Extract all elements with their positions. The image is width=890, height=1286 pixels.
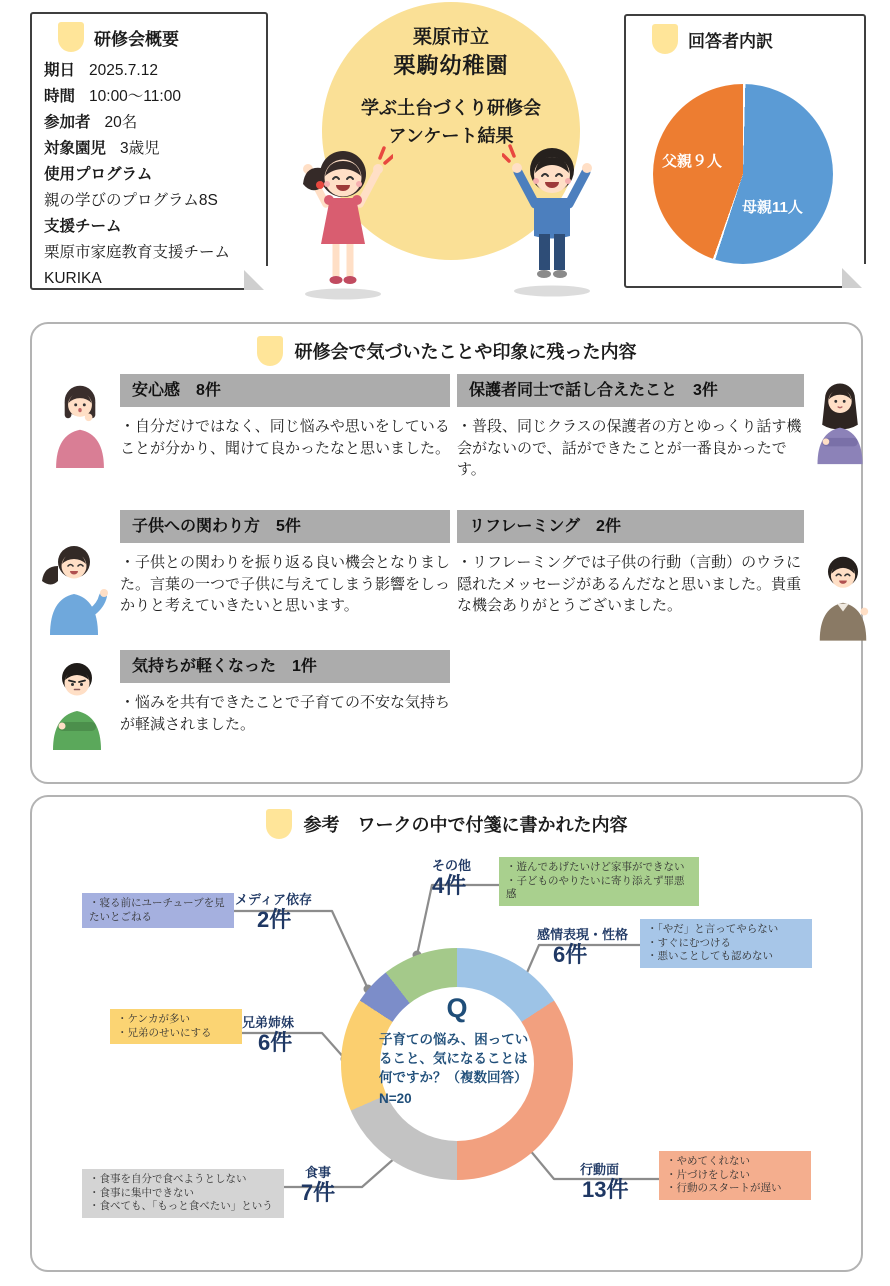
avatar-man-green xyxy=(44,658,110,750)
callout-note-shokuji: ・食事を自分で食べようとしない ・食事に集中できない ・食べても、「もっと食べたい」という xyxy=(82,1169,284,1218)
callout-note-kyodai: ・ケンカが多い ・兄弟のせいにする xyxy=(110,1009,242,1044)
question-block xyxy=(379,1030,539,1108)
donut-label-shokuji: 食事 7件 xyxy=(300,1165,336,1205)
title-survey-results: アンケート結果 xyxy=(388,126,514,146)
question-mark: Q xyxy=(446,993,468,1023)
overview-team-value2: KURIKA xyxy=(44,270,102,287)
overview-program-value: 親の学びのプログラム8S xyxy=(44,192,218,209)
donut-label-kanjo: 感情表現・性格 6件 xyxy=(537,927,629,967)
feedback-section-title: 研修会で気づいたことや印象に残った内容 xyxy=(294,342,637,362)
sticky-tab-icon xyxy=(652,24,678,54)
feedback-comment-kimochi: ・悩みを共有できたことで子育ての不安な気持ちが軽減されました。 xyxy=(120,694,451,733)
feedback-comment-hogosha: ・普段、同じクラスの保護者の方とゆっくり話す機会がないので、話ができたことが一番良かったです。 xyxy=(457,418,802,478)
worksheet-section-title: 参考 ワークの中で付箋に書かれた内容 xyxy=(303,815,628,835)
sticky-tab-icon xyxy=(58,22,84,52)
avatar-woman-pink xyxy=(47,380,113,468)
pie-label-father: 父親９人 xyxy=(662,153,723,170)
feedback-comment-reframing: ・リフレーミングでは子供の行動（言動）のウラに隠れたメッセージがあるんだなと思いました。貴重な機会ありがとうございました。 xyxy=(457,554,802,614)
question-text: 子育ての悩み、困っていること、気になることは何ですか？（複数回答） xyxy=(379,1032,529,1085)
feedback-comment-kakawari: ・子供との関わりを振り返る良い機会となりました。言葉の一つで子供に与えてしまう影響をしっかりと考えていきたいと思います。 xyxy=(120,554,451,614)
sticky-tab-icon xyxy=(257,336,283,366)
callout-note-kodo: ・やめてくれない ・片づけをしない ・行動のスタートが遅い xyxy=(659,1151,811,1200)
callout-note-kanjo: ・「やだ」と言ってやらない ・すぐにむつける ・悪いことしても認めない xyxy=(640,919,812,968)
worksheet-section xyxy=(30,795,863,1272)
feedback-category-kimochi: 気持ちが軽くなった 1件 xyxy=(120,650,450,683)
feedback-category-hogosha: 保護者同士で話し合えたこと 3件 xyxy=(457,374,804,407)
illustration-boy-raising-arms xyxy=(502,130,602,298)
feedback-category-kakawari: 子供への関わり方 5件 xyxy=(120,510,450,543)
title-workshop: 学ぶ土台づくり研修会 xyxy=(361,98,541,118)
folded-corner xyxy=(244,266,268,290)
overview-note xyxy=(30,12,268,290)
pie-chart xyxy=(653,84,833,264)
overview-team-value: 栗原市家庭教育支援チーム xyxy=(44,244,231,261)
avatar-woman-purple xyxy=(810,377,870,465)
folded-corner xyxy=(842,264,866,288)
pie-label-mother: 母親11人 xyxy=(742,199,803,216)
overview-row-time: 時間 10:00〜11:00 xyxy=(44,88,181,105)
feedback-comment-anshin: ・自分だけではなく、同じ悩みや思いをしていることが分かり、聞けて良かったなと思いました。 xyxy=(120,418,451,457)
overview-team-label: 支援チーム xyxy=(44,218,122,235)
respondents-title: 回答者内訳 xyxy=(688,31,773,51)
feedback-category-reframing: リフレーミング 2件 xyxy=(457,510,804,543)
overview-program-label: 使用プログラム xyxy=(44,166,153,183)
title-city: 栗原市立 xyxy=(412,27,489,48)
callout-note-sonota: ・遊んであげたいけど家事ができない ・子どものやりたいに寄り添えず罪悪感 xyxy=(499,857,699,906)
donut-label-kyodai: 兄弟姉妹 6件 xyxy=(242,1015,295,1055)
illustration-girl-raising-arms xyxy=(293,136,393,301)
donut-label-kodo: 行動面 13件 xyxy=(580,1162,629,1202)
title-kindergarten: 栗駒幼稚園 xyxy=(393,53,509,78)
overview-row-participants: 参加者 20名 xyxy=(44,114,138,131)
respondents-note xyxy=(624,14,866,288)
donut-label-sonota: その他 4件 xyxy=(432,858,472,898)
overview-row-date: 期日 2025.7.12 xyxy=(44,62,158,79)
feedback-section xyxy=(30,322,863,784)
overview-title: 研修会概要 xyxy=(94,29,179,49)
sample-size: N=20 xyxy=(379,1091,412,1106)
feedback-category-anshin: 安心感 8件 xyxy=(120,374,450,407)
avatar-man-brown xyxy=(812,550,874,642)
callout-note-media: ・寝る前にユーチューブを見たいとごねる xyxy=(82,893,234,928)
overview-row-children: 対象園児 3歳児 xyxy=(44,140,160,157)
donut-label-media: メディア依存 2件 xyxy=(235,892,312,932)
avatar-woman-blue xyxy=(40,540,112,635)
